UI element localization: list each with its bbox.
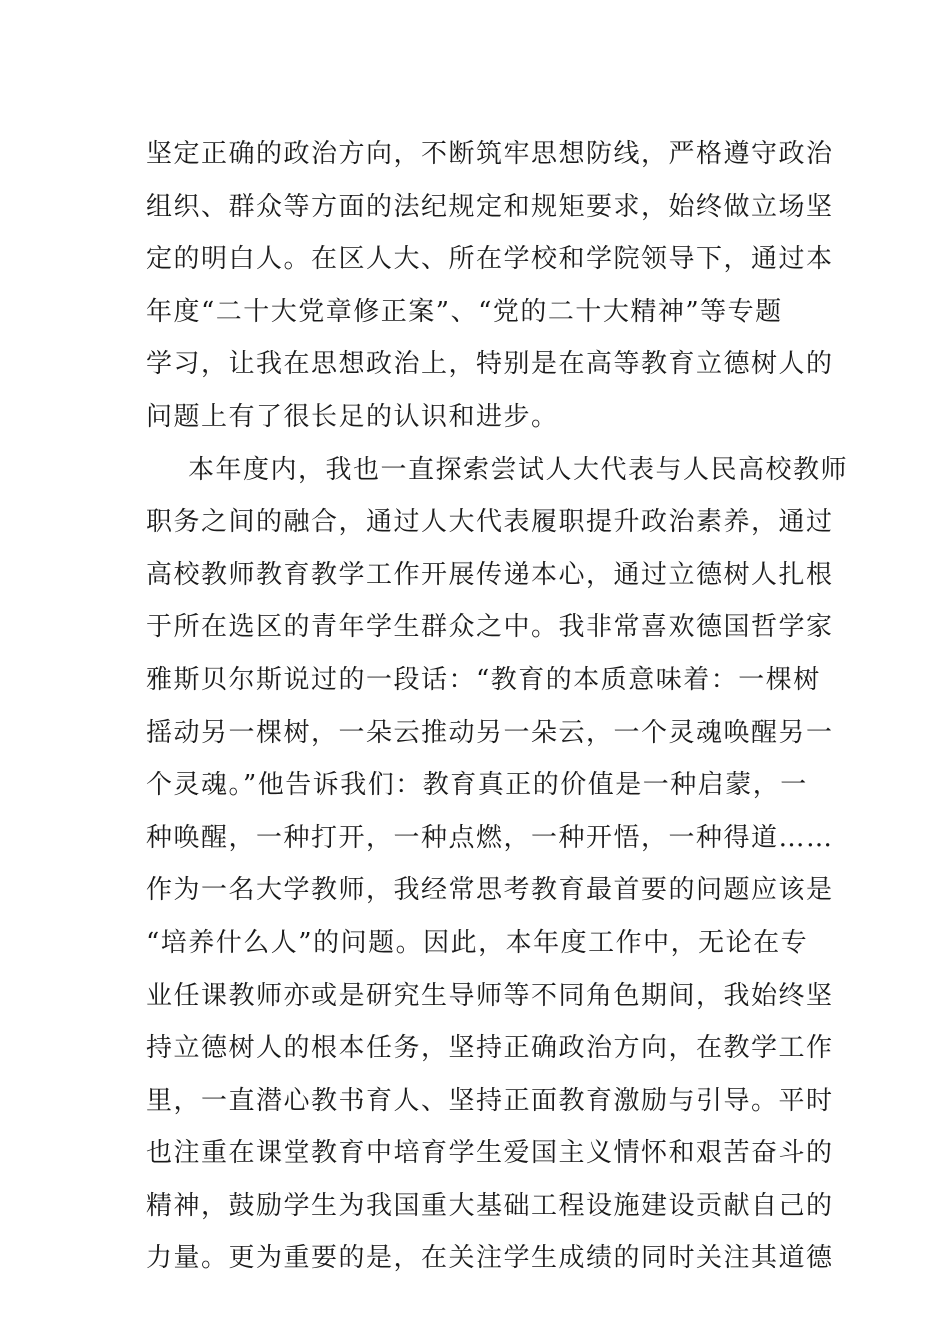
text-line: 也注重在课堂教育中培育学生爱国主义情怀和艰苦奋斗的 [146, 1138, 834, 1169]
text-line: 年度“二十大党章修正案”、“党的二十大精神”等专题 [146, 296, 783, 327]
text-line: 组织、群众等方面的法纪规定和规矩要求，始终做立场坚 [146, 191, 834, 222]
text-line: 雅斯贝尔斯说过的一段话：“教育的本质意味着：一棵树 [146, 664, 821, 695]
text-line: 问题上有了很长足的认识和进步。 [146, 401, 559, 432]
text-line: 业任课教师亦或是研究生导师等不同角色期间，我始终坚 [146, 980, 834, 1011]
text-line: 定的明白人。在区人大、所在学校和学院领导下，通过本 [146, 244, 834, 275]
text-line: 高校教师教育教学工作开展传递本心，通过立德树人扎根 [146, 559, 834, 590]
text-line: 职务之间的融合，通过人大代表履职提升政治素养，通过 [146, 507, 834, 538]
document-body [146, 128, 849, 1285]
text-line: 个灵魂。”他告诉我们：教育真正的价值是一种启蒙，一 [146, 770, 808, 801]
text-line: 本年度内，我也一直探索尝试人大代表与人民高校教师 [188, 454, 849, 485]
paragraph-2 [146, 444, 849, 1286]
text-line: 于所在选区的青年学生群众之中。我非常喜欢德国哲学家 [146, 612, 834, 643]
text-line: 摇动另一棵树，一朵云推动另一朵云，一个灵魂唤醒另一 [146, 717, 834, 748]
paragraph-1 [146, 128, 834, 444]
text-line: 作为一名大学教师，我经常思考教育最首要的问题应该是 [146, 875, 834, 906]
text-line: 力量。更为重要的是，在关注学生成绩的同时关注其道德 [146, 1243, 834, 1274]
text-line: 种唤醒，一种打开，一种点燃，一种开悟，一种得道…… [146, 822, 834, 853]
text-line: 里，一直潜心教书育人、坚持正面教育激励与引导。平时 [146, 1085, 834, 1116]
text-line: 精神，鼓励学生为我国重大基础工程设施建设贡献自己的 [146, 1190, 834, 1221]
text-line: 持立德树人的根本任务，坚持正确政治方向，在教学工作 [146, 1033, 834, 1064]
text-line: “培养什么人”的问题。因此，本年度工作中，无论在专 [146, 927, 809, 958]
text-line: 学习，让我在思想政治上，特别是在高等教育立德树人的 [146, 349, 834, 380]
text-line: 坚定正确的政治方向，不断筑牢思想防线，严格遵守政治 [146, 139, 834, 169]
